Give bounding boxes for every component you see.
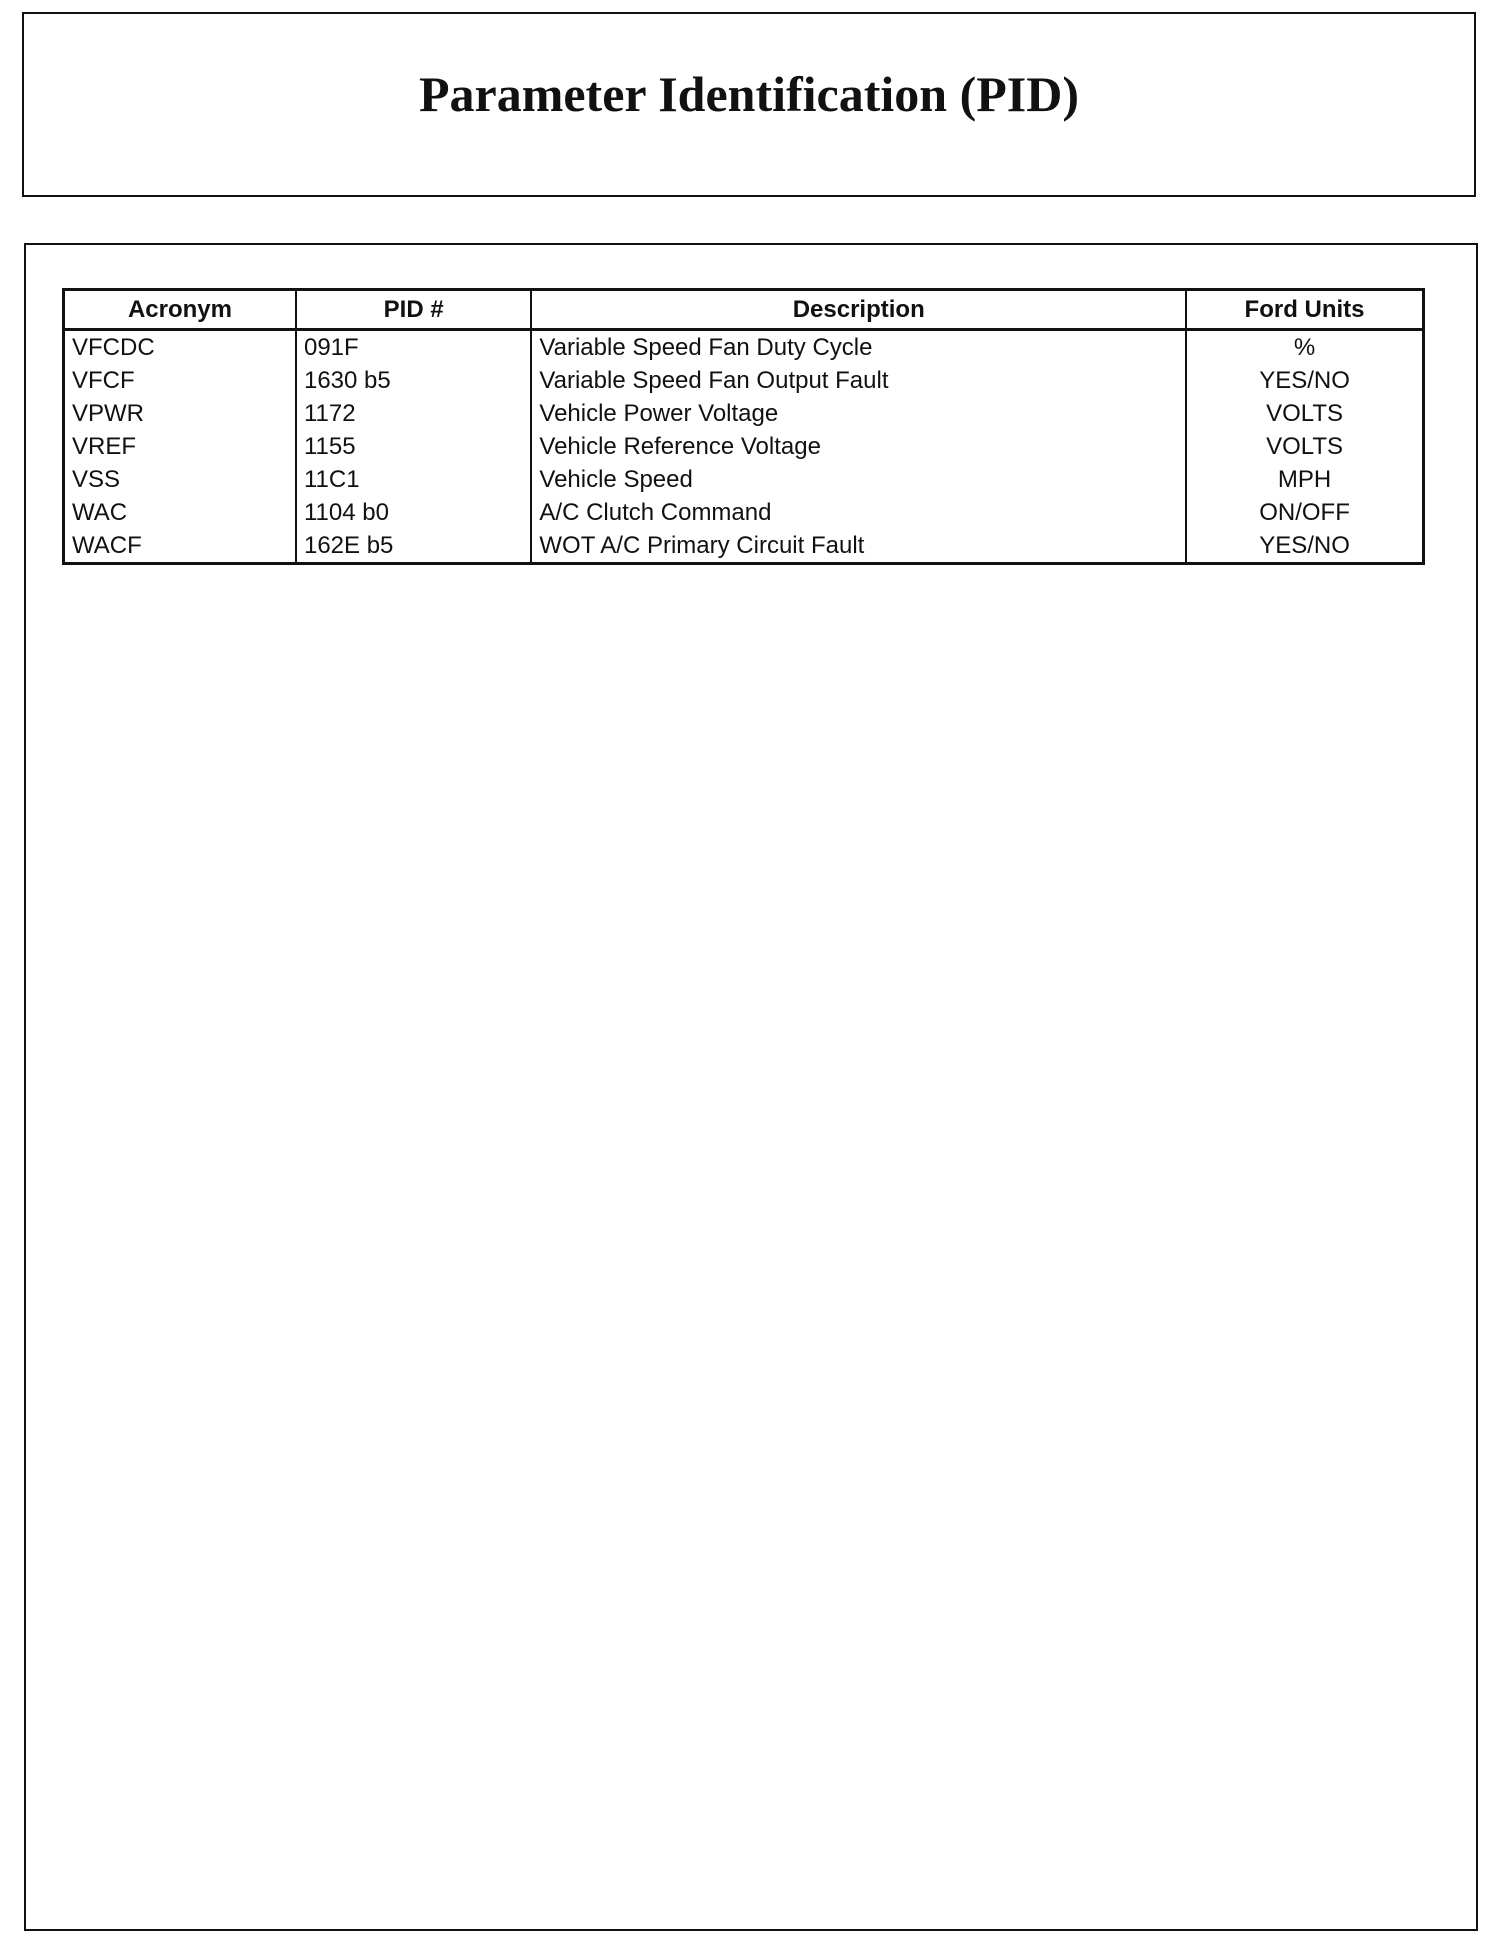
header-pid: PID #: [296, 290, 531, 330]
cell-pid: 1172: [296, 397, 531, 430]
cell-acronym: WAC: [64, 496, 296, 529]
cell-acronym: VFCF: [64, 364, 296, 397]
pid-table: [62, 288, 1425, 565]
table-row: [64, 496, 1424, 529]
cell-units: VOLTS: [1266, 432, 1343, 460]
cell-units: VOLTS: [1266, 399, 1343, 427]
cell-description: Vehicle Power Voltage: [531, 397, 1186, 430]
table-row: [64, 397, 1424, 430]
cell-units: YES/NO: [1259, 366, 1350, 394]
table-row: [64, 330, 1424, 365]
cell-description: Vehicle Reference Voltage: [531, 430, 1186, 463]
cell-description: WOT A/C Primary Circuit Fault: [531, 529, 1186, 564]
cell-acronym: VREF: [64, 430, 296, 463]
cell-units: YES/NO: [1259, 531, 1350, 559]
table-row: [64, 463, 1424, 496]
cell-units: %: [1293, 333, 1316, 361]
table-row: [64, 529, 1424, 564]
cell-pid: 1630 b5: [296, 364, 531, 397]
cell-description: Variable Speed Fan Duty Cycle: [531, 330, 1186, 365]
cell-pid: 1155: [296, 430, 531, 463]
cell-pid: 11C1: [296, 463, 531, 496]
cell-acronym: VFCDC: [64, 330, 296, 365]
page-title: Parameter Identification (PID): [418, 65, 1079, 122]
table-row: [64, 430, 1424, 463]
header-description: Description: [531, 290, 1186, 330]
header-acronym: Acronym: [64, 290, 296, 330]
cell-pid: 091F: [296, 330, 531, 365]
cell-acronym: VPWR: [64, 397, 296, 430]
cell-units: ON/OFF: [1259, 498, 1350, 526]
cell-description: Vehicle Speed: [531, 463, 1186, 496]
cell-pid: 1104 b0: [296, 496, 531, 529]
cell-acronym: VSS: [64, 463, 296, 496]
cell-description: Variable Speed Fan Output Fault: [531, 364, 1186, 397]
table-row: [64, 364, 1424, 397]
header-ford-units: Ford Units: [1186, 290, 1423, 330]
cell-acronym: WACF: [64, 529, 296, 564]
title-box: [22, 12, 1476, 197]
table-header-row: [64, 290, 1424, 330]
cell-description: A/C Clutch Command: [531, 496, 1186, 529]
cell-pid: 162E b5: [296, 529, 531, 564]
cell-units: MPH: [1277, 465, 1332, 493]
content-box: [24, 243, 1478, 1931]
